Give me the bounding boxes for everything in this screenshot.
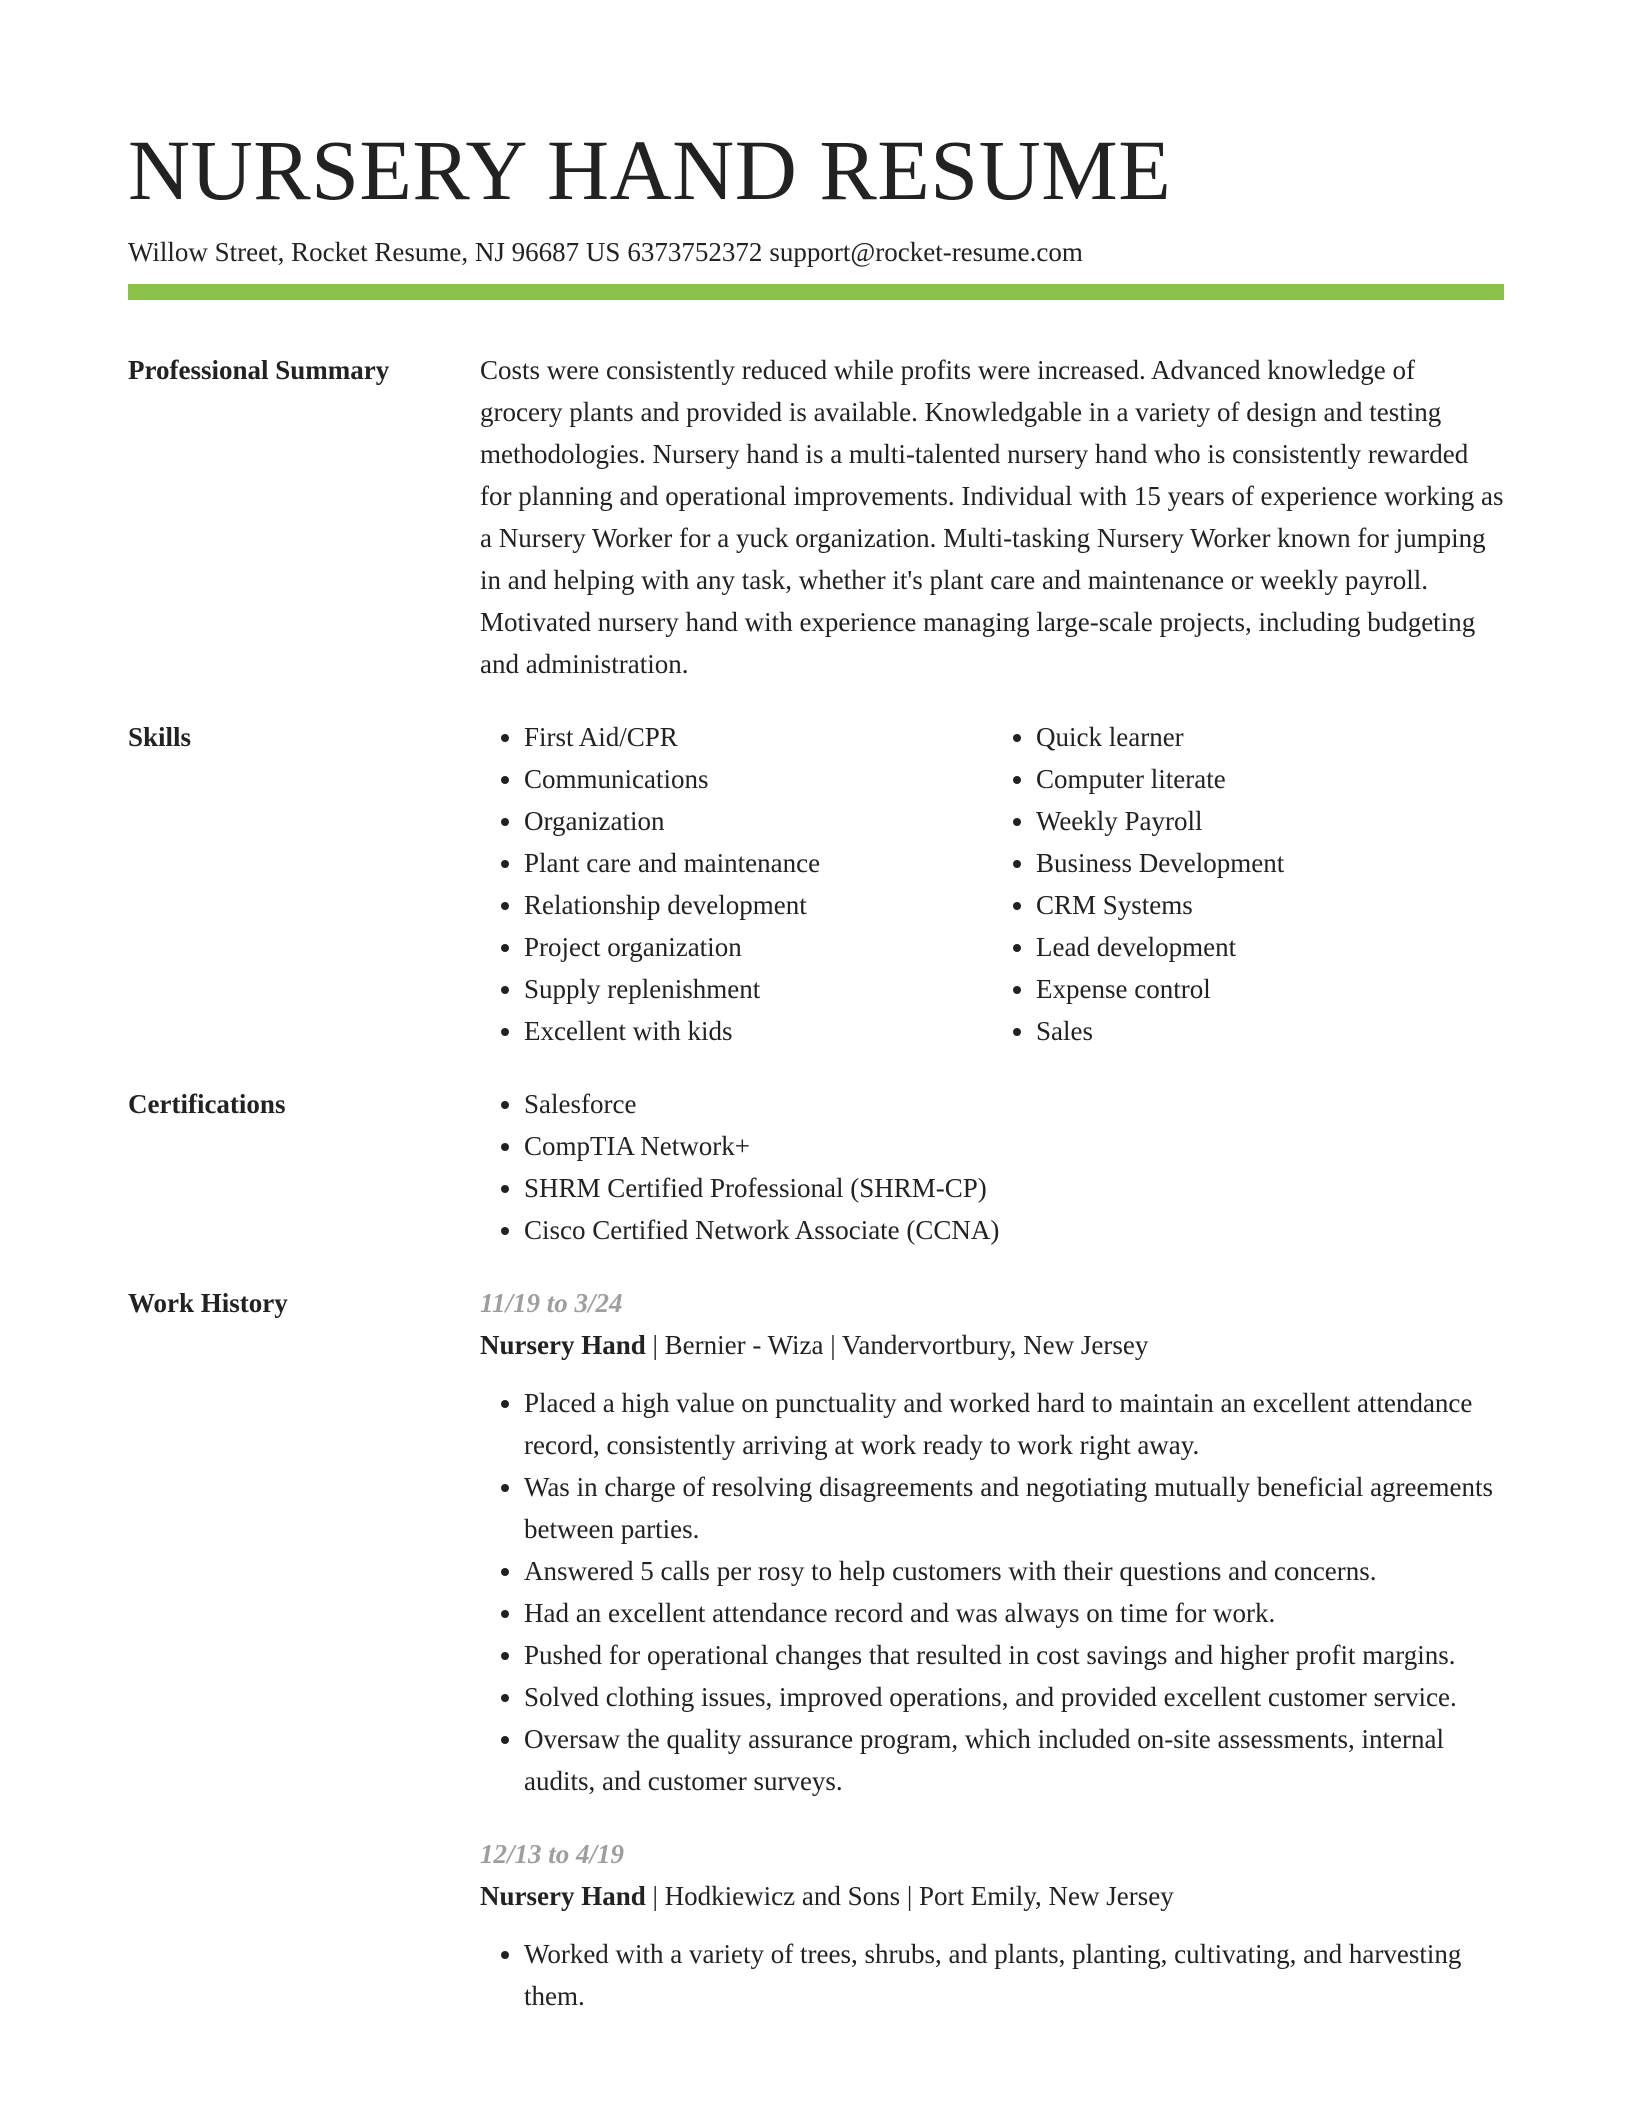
- skill-item: • Communications: [524, 758, 992, 800]
- certifications-body: [480, 1083, 1504, 1251]
- certification-item: • Salesforce: [524, 1083, 1504, 1125]
- summary-section: [128, 349, 1504, 685]
- certifications-section: [128, 1083, 1504, 1251]
- job-bullet: • Answered 5 calls per rosy to help customers with their questions and concerns.: [524, 1550, 1504, 1592]
- skill-item: • Lead development: [1036, 926, 1504, 968]
- job-title: Nursery Hand: [480, 1330, 646, 1360]
- certifications-label: Certifications: [128, 1089, 286, 1119]
- header-divider: [128, 284, 1504, 300]
- job-title: Nursery Hand: [480, 1881, 646, 1911]
- skill-item: • Relationship development: [524, 884, 992, 926]
- job-entry: [480, 1282, 1504, 1802]
- resume-title: NURSERY HAND RESUME: [128, 122, 1172, 218]
- job-dates: 12/13 to 4/19: [480, 1839, 625, 1869]
- skill-item: • Computer literate: [1036, 758, 1504, 800]
- resume-page: [128, 118, 1504, 2017]
- skills-body: [480, 716, 1504, 1052]
- job-details: | Bernier - Wiza | Vandervortbury, New Jersey: [645, 1330, 1149, 1360]
- contact-phone: 6373752372: [627, 237, 763, 267]
- job-bullet: • Oversaw the quality assurance program, which included on-site assessments, internal audits, and customer surveys.: [524, 1718, 1504, 1802]
- job-bullet: • Worked with a variety of trees, shrubs, and plants, planting, cultivating, and harvesting them.: [524, 1933, 1504, 2017]
- skills-section: [128, 716, 1504, 1052]
- certification-item: • Cisco Certified Network Associate (CCNA): [524, 1209, 1504, 1251]
- certification-item: • SHRM Certified Professional (SHRM-CP): [524, 1167, 1504, 1209]
- skill-item: • First Aid/CPR: [524, 716, 992, 758]
- certifications-list: [480, 1083, 1504, 1251]
- job-details: | Hodkiewicz and Sons | Port Emily, New Jersey: [645, 1881, 1174, 1911]
- contact-line: [128, 234, 1504, 270]
- skill-item: • Quick learner: [1036, 716, 1504, 758]
- skill-item: • Project organization: [524, 926, 992, 968]
- job-bullets: [480, 1933, 1504, 2017]
- job-bullet: • Placed a high value on punctuality and worked hard to maintain an excellent attendance record, consistently arriving at work ready to work right away.: [524, 1382, 1504, 1466]
- skill-item: • Expense control: [1036, 968, 1504, 1010]
- skill-item: • Weekly Payroll: [1036, 800, 1504, 842]
- summary-text: Costs were consistently reduced while profits were increased. Advanced knowledge of grocery plants and provided is available. Knowledgable in a variety of design and testing methodologies. Nursery hand is a multi-talented nursery hand who is consistently rewarded for planning and operational improvements. Individual with 15 years of experience working as a Nursery Worker for a yuck organization. Multi-tasking Nursery Worker known for jumping in and helping with any task, whether it's plant care and maintenance or weekly payroll. Motivated nursery hand with experience managing large-scale projects, including budgeting and administration.: [480, 355, 1504, 679]
- summary-body: [480, 349, 1504, 685]
- skill-item: • Supply replenishment: [524, 968, 992, 1010]
- job-bullet: • Pushed for operational changes that resulted in cost savings and higher profit margins.: [524, 1634, 1504, 1676]
- job-role-line: [480, 1324, 1504, 1366]
- job-bullet: • Had an excellent attendance record and was always on time for work.: [524, 1592, 1504, 1634]
- skills-label: Skills: [128, 722, 192, 752]
- job-bullets: [480, 1382, 1504, 1802]
- skill-item: • Plant care and maintenance: [524, 842, 992, 884]
- skill-item: • Sales: [1036, 1010, 1504, 1052]
- summary-label: Professional Summary: [128, 355, 390, 385]
- skill-item: • Organization: [524, 800, 992, 842]
- job-bullet: • Solved clothing issues, improved operations, and provided excellent customer service.: [524, 1676, 1504, 1718]
- work-history-body: [480, 1282, 1504, 2017]
- job-entry: [480, 1833, 1504, 2017]
- skill-item: • Business Development: [1036, 842, 1504, 884]
- skills-list-left: [480, 716, 992, 1052]
- work-history-section: [128, 1282, 1504, 2017]
- skill-item: • CRM Systems: [1036, 884, 1504, 926]
- certification-item: • CompTIA Network+: [524, 1125, 1504, 1167]
- skill-item: • Excellent with kids: [524, 1010, 992, 1052]
- job-role-line: [480, 1875, 1504, 1917]
- contact-email: support@rocket-resume.com: [769, 237, 1083, 267]
- work-history-label: Work History: [128, 1288, 288, 1318]
- skills-list-right: [992, 716, 1504, 1052]
- contact-address: Willow Street, Rocket Resume, NJ 96687 US: [128, 237, 621, 267]
- job-dates: 11/19 to 3/24: [480, 1288, 623, 1318]
- job-bullet: • Was in charge of resolving disagreements and negotiating mutually beneficial agreements between parties.: [524, 1466, 1504, 1550]
